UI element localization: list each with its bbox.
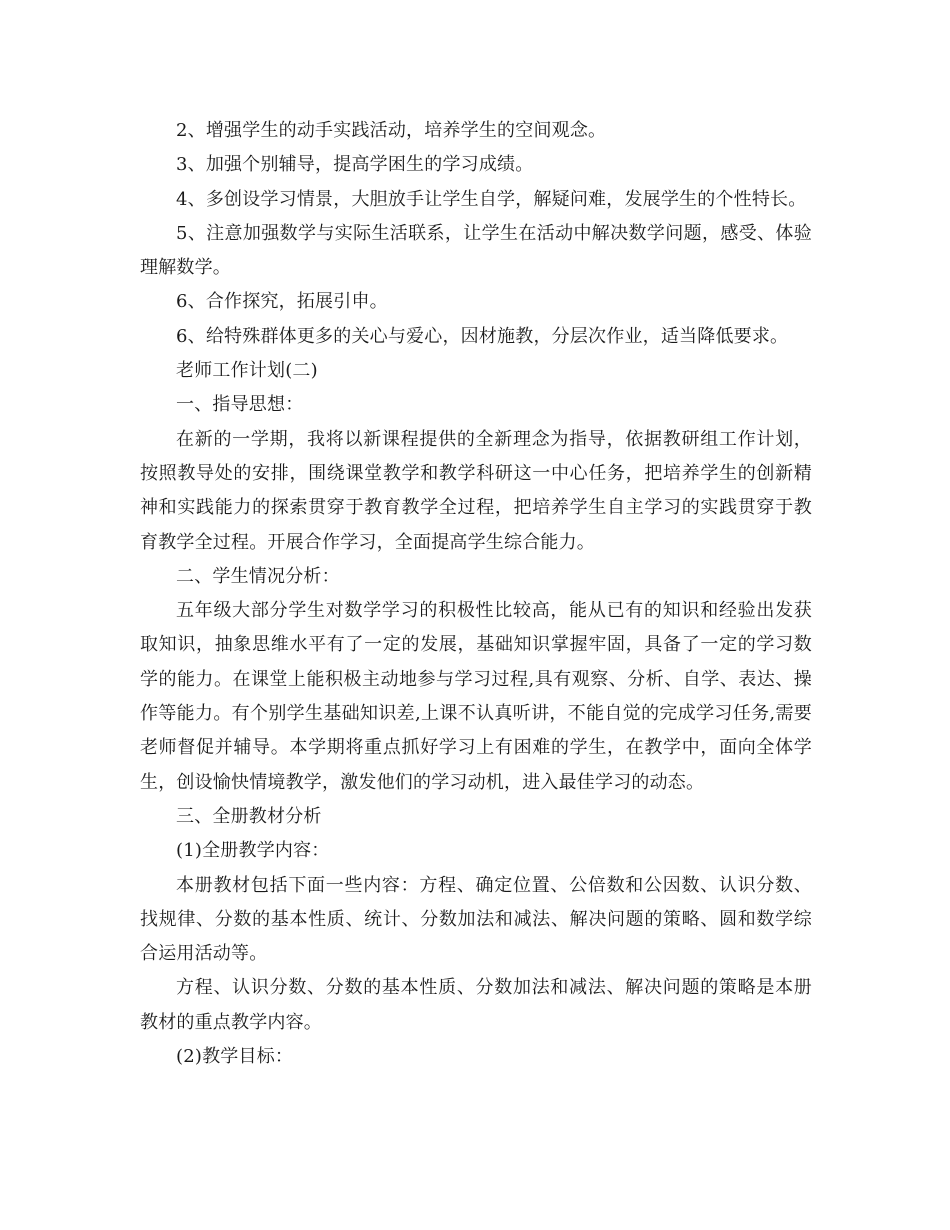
paragraph-goal-6b: 6、给特殊群体更多的关心与爱心，因材施教，分层次作业，适当降低要求。 xyxy=(176,325,789,347)
paragraph-goal-3: 3、加强个别辅导，提高学困生的学习成绩。 xyxy=(176,154,534,176)
heading-guiding-ideology: 一、指导思想： xyxy=(176,394,304,416)
heading-student-analysis: 二、学生情况分析： xyxy=(176,565,340,587)
paragraph-goal-4: 4、多创设学习情景，大胆放手让学生自学，解疑问难，发展学生的个性特长。 xyxy=(176,188,807,210)
paragraph-key-content: 方程、认识分数、分数的基本性质、分数加法和减法、解决问题的策略是本册教材的重点教学内容。 xyxy=(140,977,812,1033)
paragraph-goal-5: 5、注意加强数学与实际生活联系，让学生在活动中解决数学问题，感受、体验理解数学。 xyxy=(140,222,812,279)
paragraph-guiding-ideology: 在新的一学期，我将以新课程提供的全新理念为指导，依据教研组工作计划，按照教导处的安排，围绕课堂教学和教学科研这一中心任务，把培养学生的创新精神和实践能力的探索贯穿于教育教学全过程，把培养学生自主学习的实践贯穿于教育教学全过程。开展合作学习，全面提高学生综合能力。 xyxy=(140,428,812,553)
paragraph-teaching-content: 本册教材包括下面一些内容：方程、确定位置、公倍数和公因数、认识分数、找规律、分数的基本性质、统计、分数加法和减法、解决问题的策略、圆和数学综合运用活动等。 xyxy=(140,874,812,965)
subheading-teaching-content: (1)全册教学内容： xyxy=(176,840,330,862)
paragraph-student-analysis: 五年级大部分学生对数学学习的积极性比较高，能从已有的知识和经验出发获取知识，抽象思维水平有了一定的发展，基础知识掌握牢固，具备了一定的学习数学的能力。在课堂上能积极主动地参与学习过程,具有观察、分析、自学、表达、操作等能力。有个别学生基础知识差,上课不认真听讲，不能自觉的完成学习任务,需要老师督促并辅导。本学期将重点抓好学习上有困难的学生，在教学中，面向全体学生，创设愉快情境教学，激发他们的学习动机，进入最佳学习的动态。 xyxy=(140,600,812,793)
paragraph-goal-2: 2、增强学生的动手实践活动，培养学生的空间观念。 xyxy=(176,120,607,141)
section-title-plan-2: 老师工作计划(二) xyxy=(176,360,318,382)
document-body xyxy=(140,114,812,1074)
subheading-teaching-goals: (2)教学目标： xyxy=(176,1046,294,1068)
paragraph-goal-6a: 6、合作探究，拓展引申。 xyxy=(176,291,388,313)
heading-textbook-analysis: 三、全册教材分析 xyxy=(176,805,322,827)
